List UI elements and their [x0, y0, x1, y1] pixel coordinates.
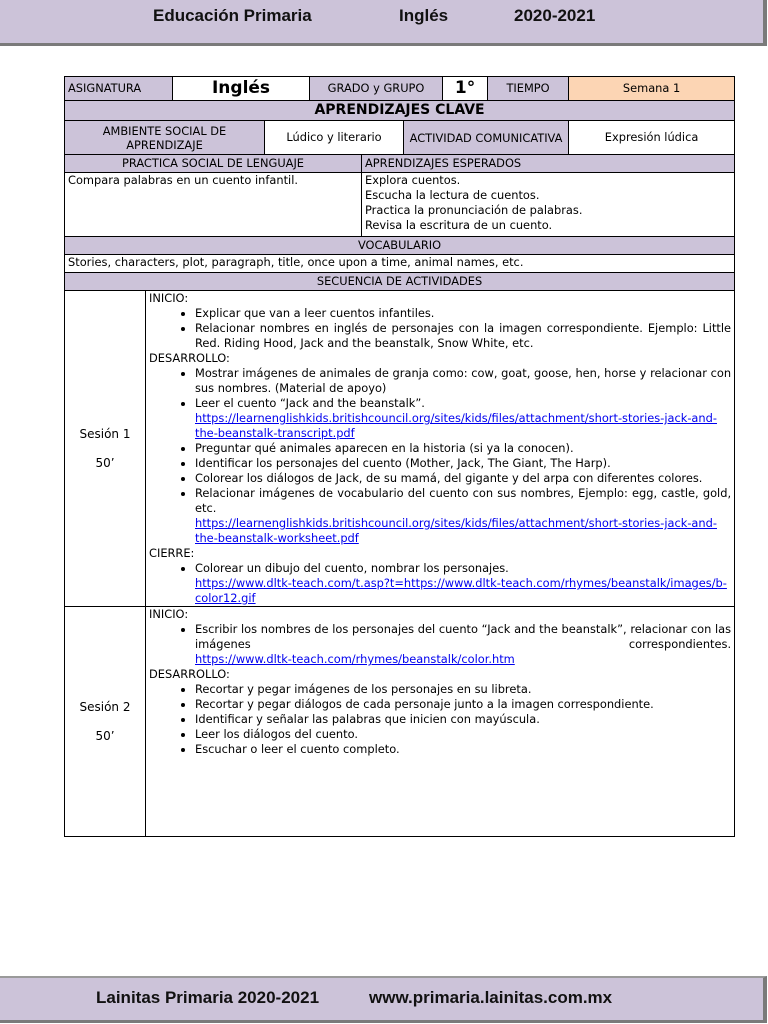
desarrollo-label: DESARROLLO:: [149, 667, 230, 681]
esperado-item: Practica la pronunciación de palabras.: [365, 203, 583, 217]
session2-content: [146, 607, 735, 837]
ambiente-value: Lúdico y literario: [265, 121, 404, 155]
tiempo-value: Semana 1: [569, 77, 735, 101]
list-item: [195, 396, 731, 441]
tiempo-label: TIEMPO: [488, 77, 569, 101]
list-item: • Explicar que van a leer cuentos infantiles.: [195, 306, 731, 321]
list-item-text: Escribir los nombres de los personajes del cuento “Jack and the beanstalk”, relacionar con las imágenes correspondientes.: [195, 622, 732, 651]
session1-content: [146, 291, 735, 607]
list-item-text: Leer el cuento “Jack and the beanstalk”.: [195, 396, 425, 410]
session1-label-cell: [65, 291, 146, 607]
vocabulario-value: Stories, characters, plot, paragraph, title, once upon a time, animal names, etc.: [65, 255, 735, 273]
header-subject: Inglés: [399, 6, 449, 25]
worksheet-link[interactable]: https://learnenglishkids.britishcouncil.org/sites/kids/files/attachment/short-stories-jack-and-the-beanstalk-worksheet.pdf: [195, 516, 717, 545]
session2-duration: 50’: [95, 728, 115, 743]
list-item: • Relacionar nombres en inglés de personajes con la imagen correspondiente. Ejemplo: Little Red. Riding Hood, Jack and the beanstalk, Snow White, etc.: [195, 321, 731, 351]
list-item: • Recortar y pegar diálogos de cada personaje junto a la imagen correspondiente.: [195, 697, 731, 712]
secuencia-header: SECUENCIA DE ACTIVIDADES: [65, 273, 735, 291]
list-item: • Recortar y pegar imágenes de los personajes en su libreta.: [195, 682, 731, 697]
session2-row: [65, 607, 735, 837]
session2-label-cell: [65, 607, 146, 837]
list-item: • Leer los diálogos del cuento.: [195, 727, 731, 742]
session1-row: [65, 291, 735, 607]
list-item-text: Relacionar imágenes de vocabulario del cuento con sus nombres, Ejemplo: egg, castle, gold, etc.: [195, 486, 732, 515]
list-item: [195, 486, 731, 546]
esperados-label: APRENDIZAJES ESPERADOS: [362, 155, 735, 173]
color-link[interactable]: https://www.dltk-teach.com/rhymes/beanstalk/color.htm: [195, 652, 515, 666]
actividad-value: Expresión lúdica: [569, 121, 735, 155]
esperados-list: [362, 173, 735, 237]
list-item: • Escuchar o leer el cuento completo.: [195, 742, 731, 757]
session1-duration: 50’: [95, 455, 115, 470]
ambiente-label: AMBIENTE SOCIAL DE APRENDIZAJE: [65, 121, 265, 155]
desarrollo-label: DESARROLLO:: [149, 351, 230, 365]
footer-left: Lainitas Primaria 2020-2021: [96, 988, 320, 1007]
practica-value: Compara palabras en un cuento infantil.: [65, 173, 362, 237]
grado-label: GRADO y GRUPO: [310, 77, 443, 101]
asignatura-label: ASIGNATURA: [65, 77, 173, 101]
grado-value: 1°: [443, 77, 488, 101]
list-item-text: Colorear un dibujo del cuento, nombrar los personajes.: [195, 561, 509, 575]
esperado-item: Explora cuentos.: [365, 173, 461, 187]
list-item: • Colorear los diálogos de Jack, de su mamá, del gigante y del arpa con diferentes colores.: [195, 471, 731, 486]
practica-label: PRACTICA SOCIAL DE LENGUAJE: [65, 155, 362, 173]
ambiente-row: [65, 121, 735, 155]
cierre-label: CIERRE:: [149, 546, 195, 560]
asignatura-value: Inglés: [173, 77, 310, 101]
list-item: • Mostrar imágenes de animales de granja como: cow, goat, goose, hen, horse y relacionar con sus nombres. (Material de apoyo): [195, 366, 731, 396]
list-item: • Preguntar qué animales aparecen en la historia (si ya la conocen).: [195, 441, 731, 456]
esperado-item: Escucha la lectura de cuentos.: [365, 188, 540, 202]
transcript-link[interactable]: https://learnenglishkids.britishcouncil.org/sites/kids/files/attachment/short-stories-jack-and-the-beanstalk-transcript.pdf: [195, 411, 717, 440]
footer-band: [0, 976, 767, 1023]
header-band: [0, 0, 767, 46]
list-item: • Identificar y señalar las palabras que inicien con mayúscula.: [195, 712, 731, 727]
esperado-item: Revisa la escritura de un cuento.: [365, 218, 553, 232]
header-year: 2020-2021: [514, 6, 596, 25]
footer-url: www.primaria.lainitas.com.mx: [369, 988, 613, 1007]
session2-label: Sesión 2: [79, 699, 131, 714]
info-row: [65, 77, 735, 101]
coloring-link[interactable]: https://www.dltk-teach.com/t.asp?t=https://www.dltk-teach.com/rhymes/beanstalk/images/b-color12.gif: [195, 576, 727, 605]
inicio-label: INICIO:: [149, 291, 189, 305]
list-item: [195, 622, 731, 652]
session1-label: Sesión 1: [79, 426, 131, 441]
list-item: [195, 561, 731, 606]
lesson-plan-table: [64, 76, 735, 837]
vocabulario-header: VOCABULARIO: [65, 237, 735, 255]
inicio-label: INICIO:: [149, 607, 189, 621]
header-level: Educación Primaria: [153, 6, 312, 25]
list-item: • Identificar los personajes del cuento (Mother, Jack, The Giant, The Harp).: [195, 456, 731, 471]
actividad-label: ACTIVIDAD COMUNICATIVA: [404, 121, 569, 155]
aprendizajes-clave-header: APRENDIZAJES CLAVE: [65, 101, 735, 121]
